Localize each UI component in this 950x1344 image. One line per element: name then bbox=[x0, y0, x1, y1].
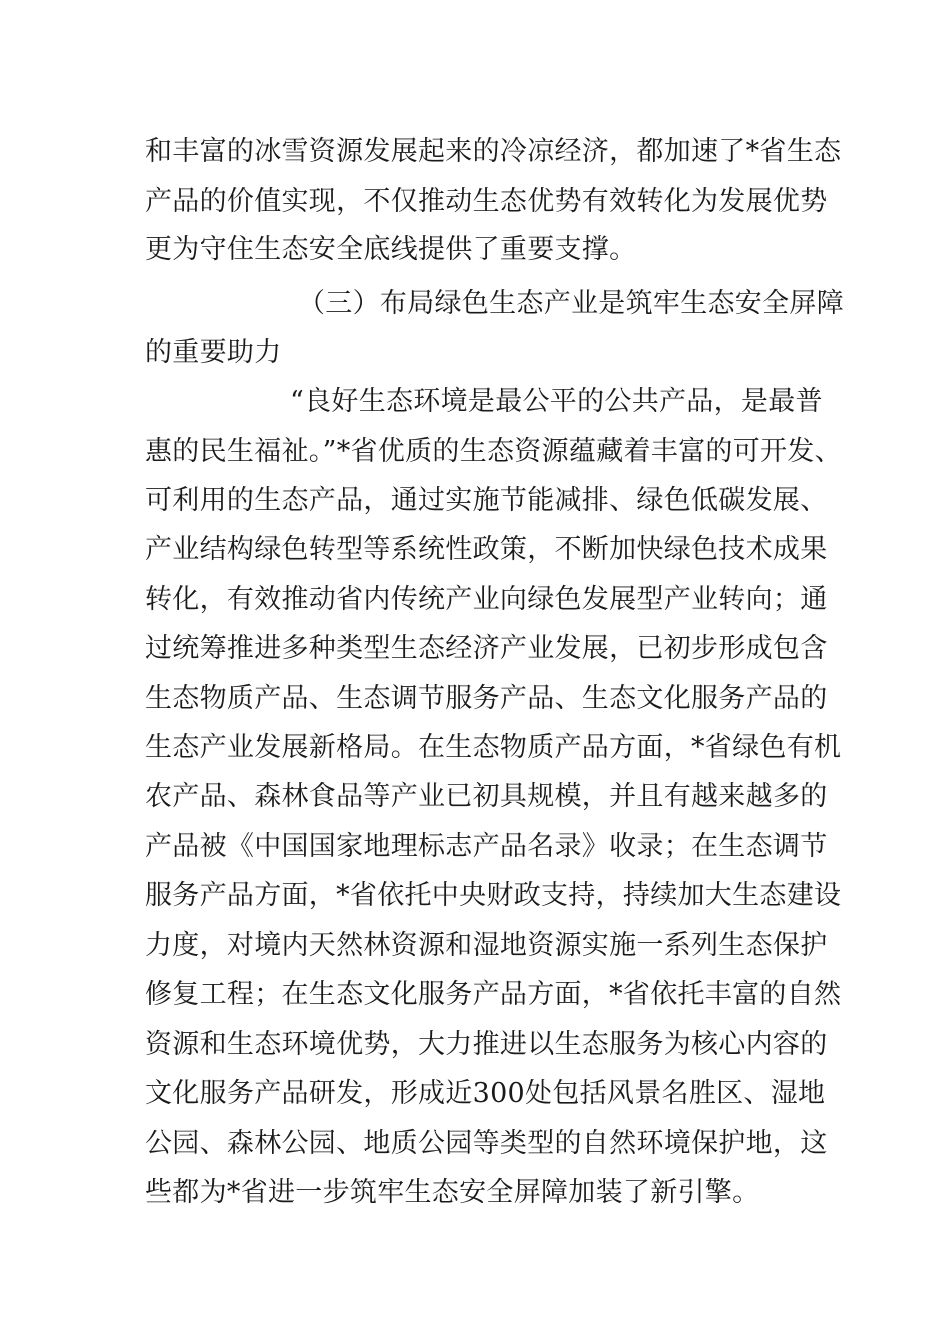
text-line: 产品的价值实现，不仅推动生态优势有效转化为发展优势 bbox=[145, 186, 828, 217]
text-line: 资源和生态环境优势，大力推进以生态服务为核心内容的 bbox=[145, 1029, 828, 1060]
section-heading-line: 的重要助力 bbox=[145, 337, 282, 368]
text-line: 文化服务产品研发，形成近300处包括风景名胜区、湿地 bbox=[145, 1078, 826, 1109]
section-heading-line: （三）布局绿色生态产业是筑牢生态安全屏障 bbox=[298, 288, 844, 319]
text-line: 生态产业发展新格局。在生态物质产品方面，*省绿色有机 bbox=[145, 732, 842, 763]
text-line: 修复工程；在生态文化服务产品方面，*省依托丰富的自然 bbox=[145, 979, 842, 1010]
text-line: 可利用的生态产品，通过实施节能减排、绿色低碳发展、 bbox=[145, 485, 828, 516]
text-line: 力度，对境内天然林资源和湿地资源实施一系列生态保护 bbox=[145, 930, 828, 961]
text-line: 产业结构绿色转型等系统性政策，不断加快绿色技术成果 bbox=[145, 534, 828, 565]
text-line: 些都为*省进一步筑牢生态安全屏障加装了新引擎。 bbox=[145, 1177, 760, 1208]
text-line: 过统筹推进多种类型生态经济产业发展，已初步形成包含 bbox=[145, 633, 828, 664]
text-line: 服务产品方面，*省依托中央财政支持，持续加大生态建设 bbox=[145, 880, 842, 911]
text-line: 农产品、森林食品等产业已初具规模，并且有越来越多的 bbox=[145, 781, 828, 812]
text-line: “良好生态环境是最公平的公共产品，是最普 bbox=[290, 386, 823, 417]
text-line: 生态物质产品、生态调节服务产品、生态文化服务产品的 bbox=[145, 683, 828, 714]
text-line: 和丰富的冰雪资源发展起来的冷凉经济，都加速了*省生态 bbox=[145, 136, 842, 167]
text-line: 产品被《中国国家地理标志产品名录》收录；在生态调节 bbox=[145, 831, 828, 862]
text-line: 转化，有效推动省内传统产业向绿色发展型产业转向；通 bbox=[145, 584, 828, 615]
text-line: 更为守住生态安全底线提供了重要支撑。 bbox=[145, 234, 637, 265]
text-line: 惠的民生福祉。”*省优质的生态资源蕴藏着丰富的可开发、 bbox=[145, 436, 842, 467]
text-line: 公园、森林公园、地质公园等类型的自然环境保护地，这 bbox=[145, 1128, 828, 1159]
